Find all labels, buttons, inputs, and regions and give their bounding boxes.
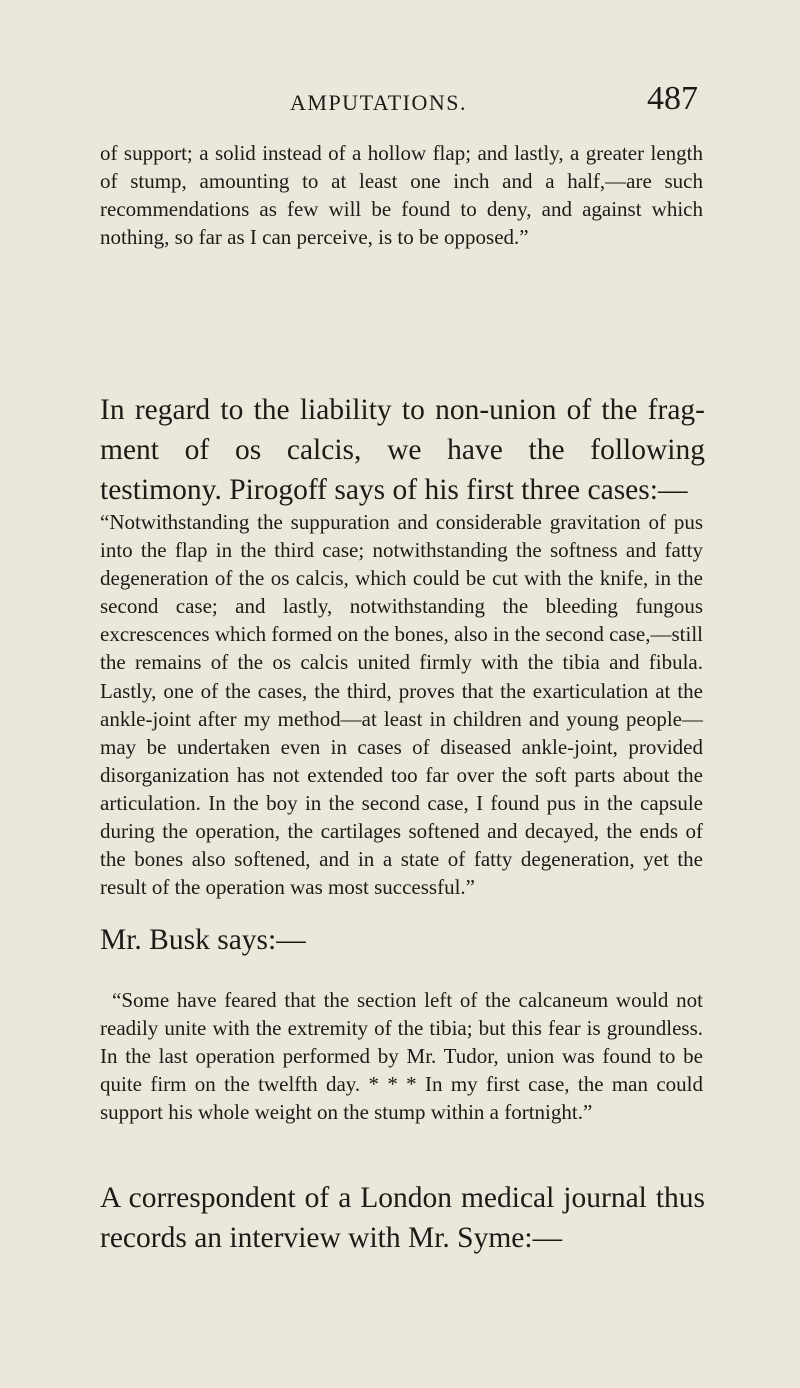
page-header <box>100 80 700 134</box>
paragraph-non-union-intro: In regard to the liability to non-union of the fragment of os calcis, we have the following testimony. Pirogoff says of his first three cases:— <box>100 394 705 506</box>
running-title: AMPUTATIONS. <box>290 90 467 115</box>
quote-busk: “Some have feared that the section left of the calcaneum would not readily unite with the extremity of the tibia; but this fear is groundless. In the last operation performed by Mr. Tudor, union was found to be quite firm on the twelfth day. * * * In my first case, the man could support his whole weight on the stump within a fortnight.” <box>100 988 703 1125</box>
paragraph-syme-intro: A correspondent of a London medical journal thus records an interview with Mr. Syme:— <box>100 1182 705 1254</box>
paragraph-busk-intro: Mr. Busk says:— <box>100 924 306 956</box>
paragraph-support-continuation: of support; a solid instead of a hollow flap; and lastly, a greater length of stump, amounting to at least one inch and a half,—are such recommendations as few will be found to deny, and against which nothing, so far as I can perceive, is to be opposed.” <box>100 141 703 250</box>
page-number: 487 <box>647 80 698 117</box>
quote-pirogoff: “Notwithstanding the suppuration and considerable gravitation of pus into the flap in the third case; notwithstanding the softness and fatty degeneration of the os calcis, which could be cut with the knife, in the second case; and lastly, notwithstanding the bleeding fungous excrescences which formed on the bones, also in the second case,—still the remains of the os calcis united firmly with the tibia and fibula. Lastly, one of the cases, the third, proves that the exarticulation at the ankle-joint after my method—at least in children and young people—may be undertaken even in cases of diseased ankle-joint, provided disorganization has not extended too far over the soft parts about the articulation. In the boy in the second case, I found pus in the capsule during the operation, the cartilages softened and decayed, the ends of the bones also softened, and in a state of fatty degeneration, yet the result of the operation was most successful.” <box>100 510 703 900</box>
